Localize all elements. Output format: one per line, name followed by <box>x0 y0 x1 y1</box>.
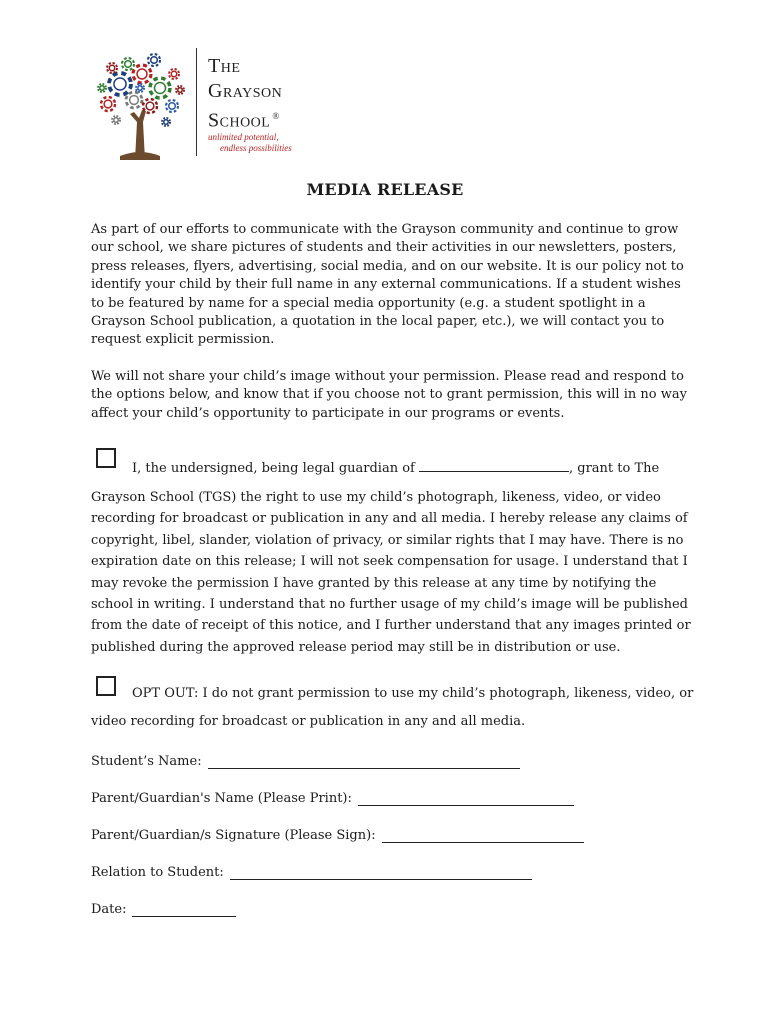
gear-hub-icon <box>178 88 182 92</box>
school-name-line-1: The <box>208 55 241 77</box>
intro-paragraph: As part of our efforts to communicate with the Grayson community and continue to grow our school, we share pictures of students and their activities in our newsletters, posters, press releases, flyers, advertising, social media, and on our website. It is our policy not to identify your child by their full name in any external communications. If a student wishes to be featured by name for a special media opportunity (e.g. a student spotlight in a Grayson School publication, a quotation in the local paper, etc.), we will contact you to request explicit permission. <box>91 222 684 348</box>
date-label: Date: <box>91 902 127 917</box>
grant-permission-checkbox[interactable] <box>96 448 116 468</box>
gear-icon <box>122 58 134 70</box>
gear-icon <box>109 73 131 95</box>
guardian-name-input[interactable] <box>358 791 574 806</box>
relation-input[interactable] <box>230 865 532 880</box>
gear-hub-icon <box>171 71 177 77</box>
gear-hub-icon <box>155 83 166 94</box>
registered-mark: ® <box>272 111 280 121</box>
logo-divider <box>196 48 197 156</box>
page-title: MEDIA RELEASE <box>306 180 464 199</box>
guardian-name-label: Parent/Guardian's Name (Please Print): <box>91 791 352 806</box>
gear-icon <box>101 97 115 111</box>
tagline-line-2: endless possibilities <box>220 143 292 153</box>
gear-tree-logo-icon <box>90 44 190 160</box>
gear-hub-icon <box>125 61 132 68</box>
guardian-signature-field <box>91 828 584 843</box>
school-tagline <box>208 132 292 154</box>
school-name-line-3 <box>208 104 282 134</box>
guardian-signature-input[interactable] <box>382 828 584 843</box>
gear-hub-icon <box>151 57 158 64</box>
relation-field <box>91 865 532 880</box>
school-name-line-2: Grayson <box>208 80 283 102</box>
school-name <box>208 54 282 134</box>
gear-hub-icon <box>138 86 142 90</box>
grant-option-line <box>132 458 659 476</box>
student-name-label: Student’s Name: <box>91 754 202 769</box>
grant-option-suffix: , grant to The <box>569 461 660 476</box>
gear-icon <box>148 54 160 66</box>
guardian-signature-label: Parent/Guardian/s Signature (Please Sign): <box>91 828 376 843</box>
release-terms-text: Grayson School (TGS) the right to use my child’s photograph, likeness, video, or video recording for broadcast or publication in any and all media. I hereby release any claims of copyright, libel, slander, violation of privacy, or similar rights that I may have. There is no expiration date on this release; I will not seek compensation for usage. I understand that I may revoke the permission I have granted by this release at any time by notifying the school in writing. I understand that no further usage of my child’s image will be published from the date of receipt of this notice, and I further understand that any images printed or published during the approved release period may still be in distribution or use. <box>91 490 691 655</box>
school-logo <box>90 44 320 160</box>
relation-label: Relation to Student: <box>91 865 224 880</box>
gear-hub-icon <box>114 118 118 122</box>
grant-option-prefix: I, the undersigned, being legal guardian of <box>132 461 415 476</box>
gear-hub-icon <box>146 102 154 110</box>
gear-hub-icon <box>109 65 115 71</box>
opt-out-line-1: OPT OUT: I do not grant permission to use my child’s photograph, likeness, video, or <box>132 686 694 701</box>
child-name-blank[interactable] <box>419 458 569 472</box>
gear-icon <box>150 78 170 98</box>
gear-icon <box>126 92 142 108</box>
gear-hub-icon <box>137 69 147 79</box>
gear-hub-icon <box>130 96 139 105</box>
gear-hub-icon <box>114 78 126 90</box>
date-field <box>91 902 236 917</box>
school-name-line-3-text: School <box>208 109 271 132</box>
gear-hub-icon <box>164 120 168 124</box>
gear-hub-icon <box>169 103 176 110</box>
date-input[interactable] <box>132 902 236 917</box>
opt-out-checkbox[interactable] <box>96 676 116 696</box>
gear-hub-icon <box>100 86 104 90</box>
tagline-line-1: unlimited potential, <box>208 132 279 142</box>
gear-icon <box>133 65 151 83</box>
opt-out-line-2: video recording for broadcast or publication in any and all media. <box>91 714 526 729</box>
permission-paragraph: We will not share your child’s image without your permission. Please read and respond to the options below, and know that if you choose not to grant permission, this will in no way affect your child’s opportunity to participate in our programs or events. <box>91 369 687 421</box>
student-name-field <box>91 754 520 769</box>
gear-icon <box>166 100 178 112</box>
student-name-input[interactable] <box>208 754 520 769</box>
guardian-name-field <box>91 791 574 806</box>
gear-hub-icon <box>104 100 112 108</box>
